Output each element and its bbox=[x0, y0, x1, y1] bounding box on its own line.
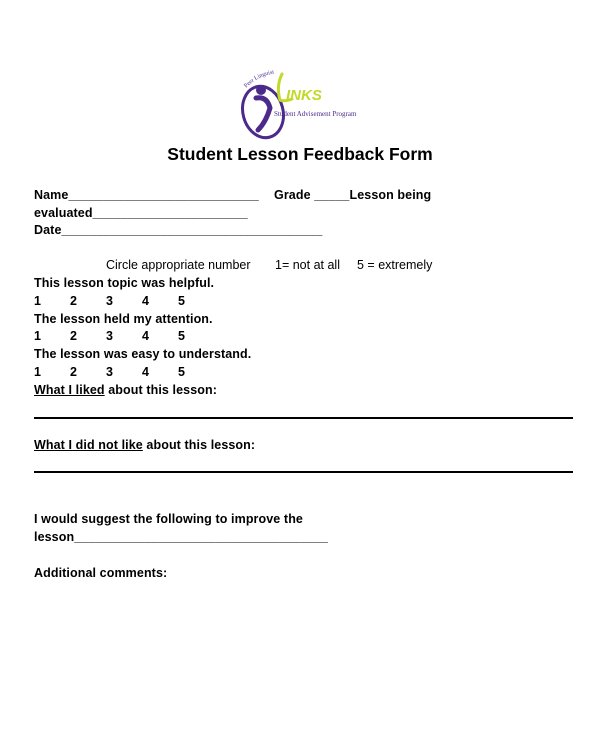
suggest-lesson-field[interactable]: lesson____________________________________ bbox=[34, 530, 329, 544]
question-1: This lesson topic was helpful. bbox=[34, 276, 215, 290]
form-title: Student Lesson Feedback Form bbox=[167, 144, 433, 164]
disliked-answer-line[interactable] bbox=[34, 471, 573, 473]
name-grade-line bbox=[34, 188, 431, 202]
logo-tagline: Student Advisement Program bbox=[274, 110, 357, 118]
disliked-underlined: What I did not like bbox=[34, 438, 143, 452]
logo-brand-text: INKS bbox=[286, 87, 322, 104]
grade-field[interactable]: Grade _____Lesson being bbox=[274, 188, 432, 202]
rating-1-option[interactable]: 1 bbox=[34, 329, 41, 343]
rating-4-option[interactable]: 4 bbox=[142, 294, 149, 308]
instruction-low: 1= not at all bbox=[275, 258, 340, 272]
rating-3-option[interactable]: 3 bbox=[106, 365, 113, 379]
rating-4-option[interactable]: 4 bbox=[142, 329, 149, 343]
logo-arc-text: Peer Linguist bbox=[243, 69, 275, 90]
question-2: The lesson held my attention. bbox=[34, 312, 213, 326]
rating-5-option[interactable]: 5 bbox=[178, 294, 185, 308]
disliked-rest: about this lesson: bbox=[142, 438, 256, 452]
rating-5-option[interactable]: 5 bbox=[178, 365, 185, 379]
rating-2-option[interactable]: 2 bbox=[70, 329, 77, 343]
rating-1-option[interactable]: 1 bbox=[34, 294, 41, 308]
liked-underlined: What I liked bbox=[34, 383, 105, 397]
rating-4-option[interactable]: 4 bbox=[142, 365, 149, 379]
rating-1-option[interactable]: 1 bbox=[34, 365, 41, 379]
liked-answer-line[interactable] bbox=[34, 417, 573, 419]
rating-5-option[interactable]: 5 bbox=[178, 329, 185, 343]
links-logo bbox=[236, 66, 386, 142]
date-field[interactable]: Date_____________________________________ bbox=[34, 223, 323, 237]
instruction-high: 5 = extremely bbox=[357, 258, 433, 272]
name-field[interactable]: Name___________________________ bbox=[34, 188, 259, 202]
instruction-circle: Circle appropriate number bbox=[106, 258, 251, 272]
disliked-prompt bbox=[34, 438, 255, 452]
question-3: The lesson was easy to understand. bbox=[34, 347, 252, 361]
evaluated-field[interactable]: evaluated______________________ bbox=[34, 206, 248, 220]
liked-prompt bbox=[34, 383, 217, 397]
rating-2-option[interactable]: 2 bbox=[70, 294, 77, 308]
rating-2-option[interactable]: 2 bbox=[70, 365, 77, 379]
liked-rest: about this lesson: bbox=[104, 383, 217, 397]
logo-body-shape bbox=[256, 98, 270, 130]
suggest-prompt: I would suggest the following to improve the bbox=[34, 512, 303, 526]
rating-3-option[interactable]: 3 bbox=[106, 294, 113, 308]
additional-comments-label: Additional comments: bbox=[34, 566, 168, 580]
rating-3-option[interactable]: 3 bbox=[106, 329, 113, 343]
logo-head-shape bbox=[256, 85, 266, 95]
